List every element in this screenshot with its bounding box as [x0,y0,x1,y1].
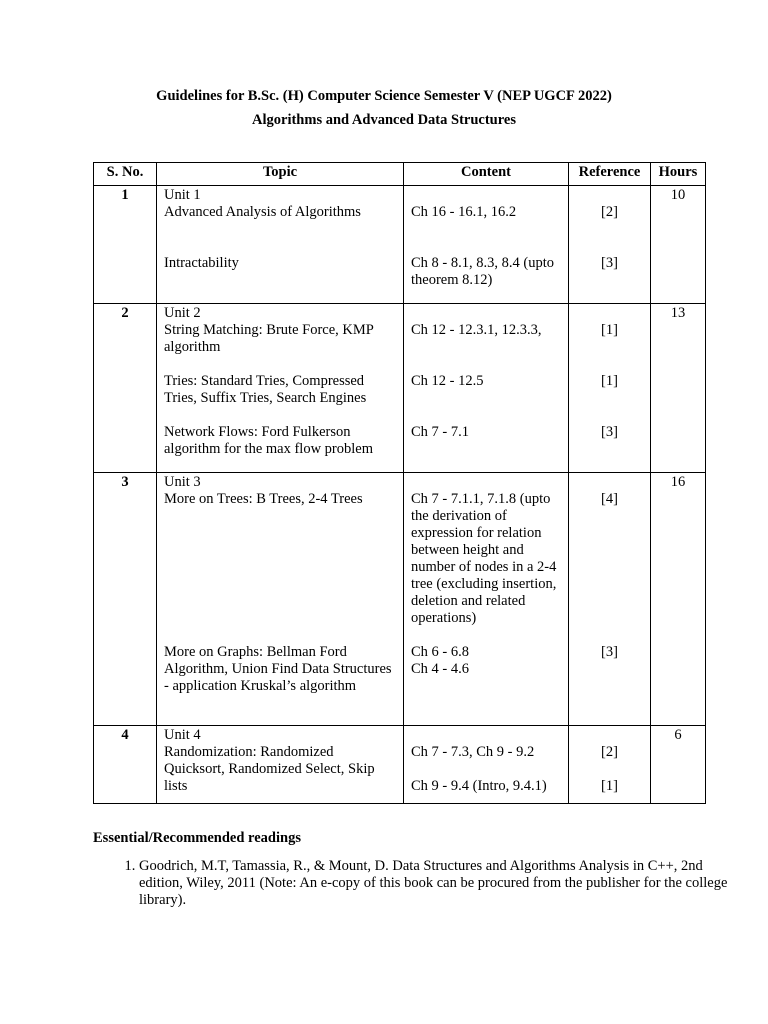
row-content [404,304,569,473]
header-content: Content [404,163,569,186]
row-reference [569,473,651,726]
document-subtitle: Algorithms and Advanced Data Structures [252,112,516,128]
content-item: Ch 9 - 9.4 (Intro, 9.4.1) [411,778,547,794]
row-hours: 10 [651,186,706,304]
table-row [94,304,706,473]
topic-item: Intractability [164,255,239,271]
table-row [94,186,706,304]
topic-item: Randomization: Randomized Quicksort, Randomized Select, Skip lists [164,744,375,794]
reference-item: [4] [601,491,618,507]
content-item: Ch 6 - 6.8 [411,644,469,660]
row-topic [157,304,404,473]
row-hours: 13 [651,304,706,473]
content-item: Ch 7 - 7.3, Ch 9 - 9.2 [411,744,535,760]
readings-list [93,858,739,909]
topic-item: More on Graphs: Bellman Ford Algorithm, Union Find Data Structures - application Kruskal’s algorithm [164,644,392,694]
row-topic [157,186,404,304]
unit-label: Unit 3 [164,474,201,490]
reference-item: [1] [601,322,618,338]
syllabus-table [93,162,706,804]
row-sno: 3 [94,473,157,726]
table-row [94,473,706,726]
row-reference [569,304,651,473]
topic-item: Tries: Standard Tries, Compressed Tries, Suffix Tries, Search Engines [164,373,367,406]
header-sno: S. No. [94,163,157,186]
topic-item: String Matching: Brute Force, KMP algorithm [164,322,374,355]
content-item: Ch 16 - 16.1, 16.2 [411,204,517,220]
row-reference [569,726,651,804]
topic-item: Advanced Analysis of Algorithms [164,204,361,220]
unit-label: Unit 4 [164,727,201,743]
reference-item: [1] [601,373,618,389]
unit-label: Unit 2 [164,305,201,321]
row-content [404,473,569,726]
topic-item: Network Flows: Ford Fulkerson algorithm for the max flow problem [164,424,373,457]
content-item: Ch 12 - 12.3.1, 12.3.3, [411,322,542,338]
row-content [404,186,569,304]
reading-item: 1. Goodrich, M.T, Tamassia, R., & Mount, D. Data Structures and Algorithms Analysis in C++, 2nd edition, Wiley, 2011 (Note: An e-copy of this book can be procured from the publisher for the college library). [139,858,739,909]
topic-item: More on Trees: B Trees, 2-4 Trees [164,491,363,507]
reference-item: [2] [601,204,618,220]
row-topic [157,726,404,804]
row-sno: 1 [94,186,157,304]
table-row [94,726,706,804]
content-item: Ch 12 - 12.5 [411,373,484,389]
reference-item: [2] [601,744,618,760]
row-topic [157,473,404,726]
row-hours: 6 [651,726,706,804]
content-item: Ch 4 - 4.6 [411,661,469,677]
content-item: Ch 8 - 8.1, 8.3, 8.4 (upto theorem 8.12) [411,255,554,288]
header-reference: Reference [569,163,651,186]
reference-item: [1] [601,778,618,794]
unit-label: Unit 1 [164,187,201,203]
row-sno: 2 [94,304,157,473]
document-title: Guidelines for B.Sc. (H) Computer Science Semester V (NEP UGCF 2022) [156,88,612,104]
reference-item: [3] [601,255,618,271]
content-item: Ch 7 - 7.1 [411,424,469,440]
content-item: Ch 7 - 7.1.1, 7.1.8 (upto the derivation of expression for relation between height and number of nodes in a 2-4 tree (excluding insertion, deletion and related operations) [411,491,557,626]
row-content [404,726,569,804]
header-topic: Topic [157,163,404,186]
row-hours: 16 [651,473,706,726]
header-hours: Hours [651,163,706,186]
row-sno: 4 [94,726,157,804]
row-reference [569,186,651,304]
readings-heading: Essential/Recommended readings [93,830,301,846]
table-header-row [94,163,706,186]
reference-item: [3] [601,644,618,660]
reference-item: [3] [601,424,618,440]
